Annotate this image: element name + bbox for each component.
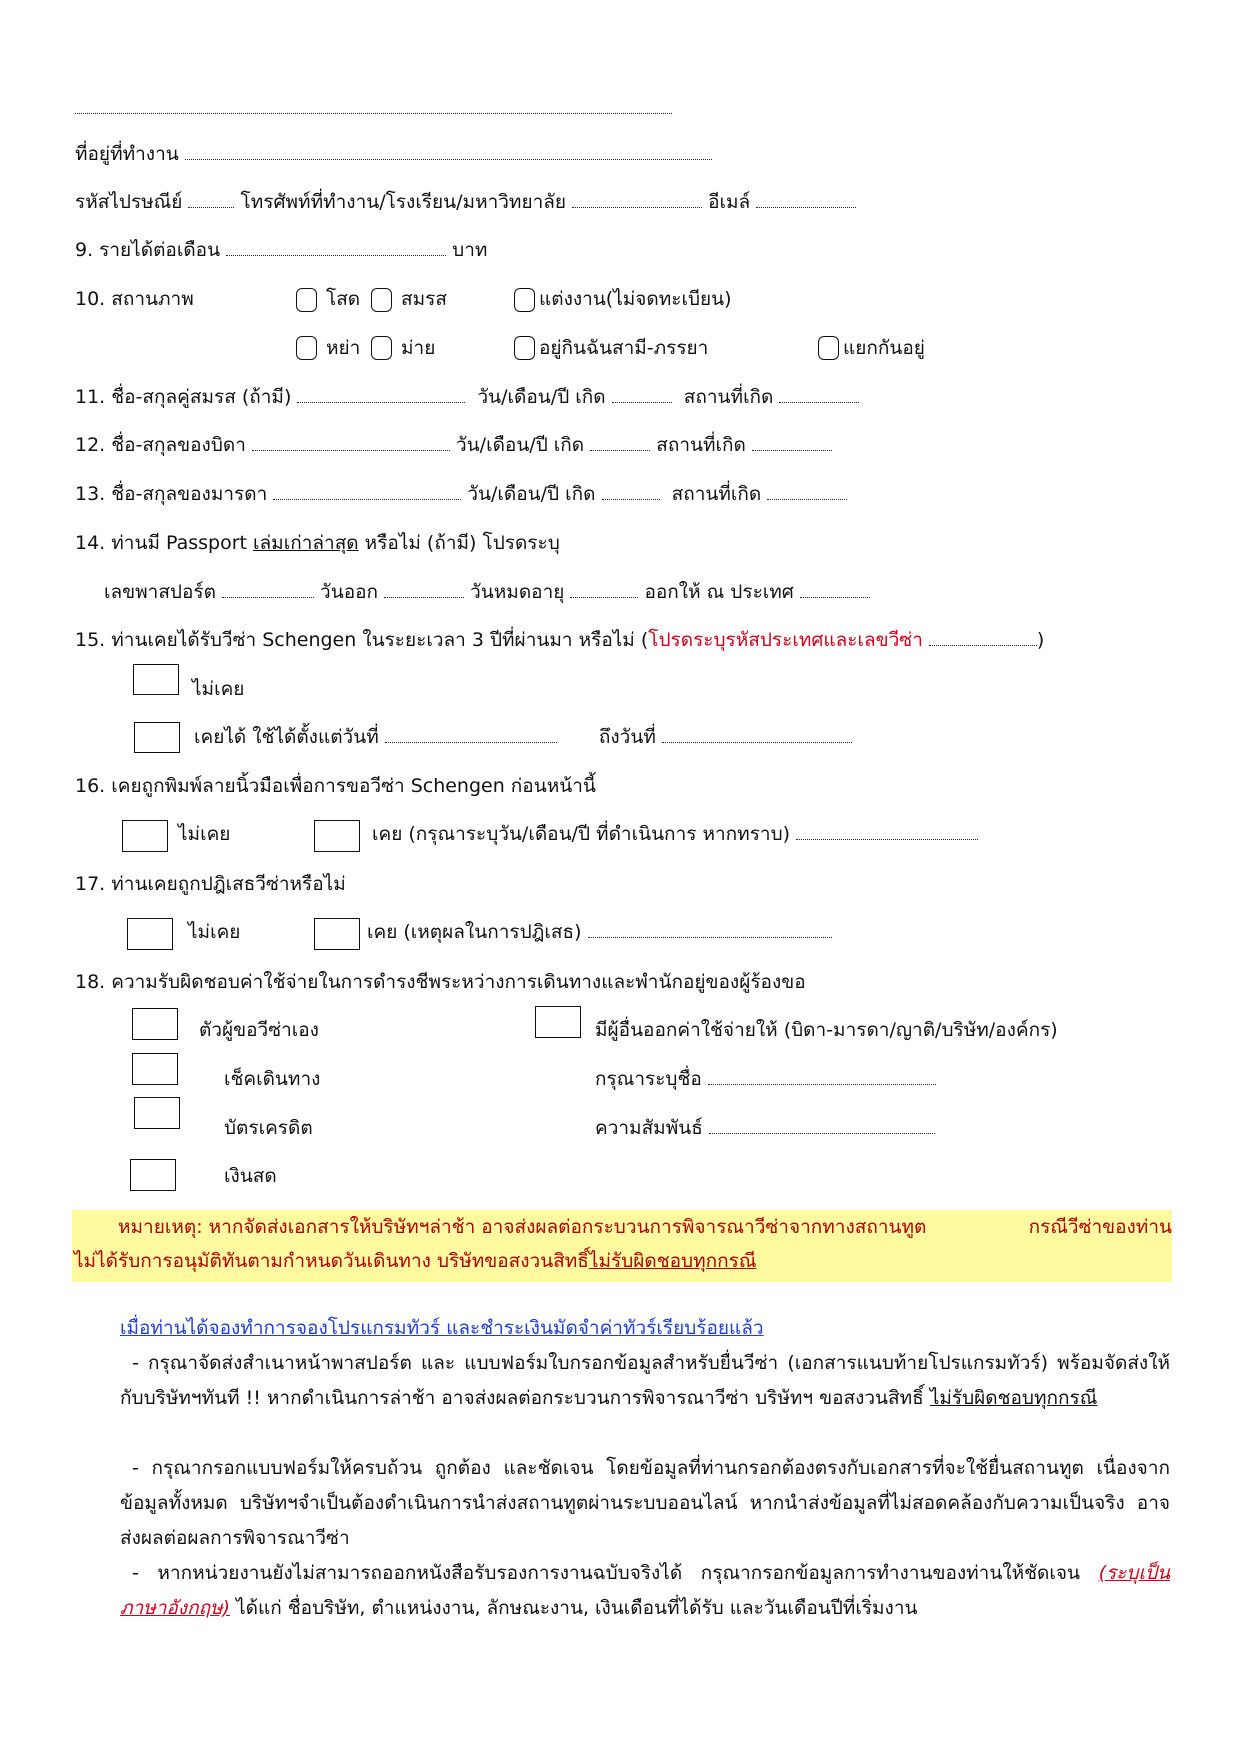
email-label: อีเมล์ xyxy=(708,191,751,213)
q16-never-label: ไม่เคย xyxy=(178,823,231,845)
work-address-label: ที่อยู่ที่ทำงาน xyxy=(75,143,179,165)
instruction-p1 xyxy=(120,1346,1170,1416)
mother-pob-field[interactable] xyxy=(767,485,847,500)
q14-label-end: หรือไม่ (ถ้ามี) โปรดระบุ xyxy=(364,532,560,554)
q18-cash-label: เงินสด xyxy=(224,1165,277,1187)
instructions-heading[interactable]: เมื่อท่านได้จองทำการจองโปรแกรมทัวร์ และชำระเงินมัดจำค่าทัวร์เรียบร้อยแล้ว xyxy=(120,1317,764,1339)
status-divorced-label: หย่า xyxy=(326,337,361,359)
passport-issue-field[interactable] xyxy=(384,583,464,598)
status-single-checkbox[interactable] xyxy=(296,288,317,312)
q18-card-label: บัตรเครดิต xyxy=(224,1117,313,1139)
q10-label: 10. สถานภาพ xyxy=(75,288,194,310)
q17-label: 17. ท่านเคยถูกปฎิเสธวีซ่าหรือไม่ xyxy=(75,873,346,895)
q15-from-field[interactable] xyxy=(385,728,557,743)
q15-close: ) xyxy=(1036,629,1045,651)
q17-never-checkbox[interactable] xyxy=(127,918,173,950)
q13-row xyxy=(75,482,847,506)
work-phone-label: โทรศัพท์ที่ทำงาน/โรงเรียน/มหาวิทยาลัย xyxy=(240,191,567,213)
instruction-p1-underlined: ไม่รับผิดชอบทุกกรณี xyxy=(929,1387,1098,1409)
q13-dob-label: วัน/เดือน/ปี เกิด xyxy=(467,483,596,505)
status-married-label: สมรส xyxy=(401,288,447,310)
q15-yes-row xyxy=(194,725,852,749)
q18-label: 18. ความรับผิดชอบค่าใช้จ่ายในการดำรงชีพระหว่างการเดินทางและพำนักอยู่ของผู้ร้องขอ xyxy=(75,971,806,993)
instruction-p3-end: ได้แก่ ชื่อบริษัท, ตำแหน่งงาน, ลักษณะงาน, เงินเดือนที่ได้รับ และวันเดือนปีที่เริ่มงาน xyxy=(236,1597,918,1619)
q15-yes-label: เคยได้ ใช้ได้ตั้งแต่วันที่ xyxy=(194,726,379,748)
q18-self-label: ตัวผู้ขอวีซ่าเอง xyxy=(199,1019,319,1041)
passport-expire-label: วันหมดอายุ xyxy=(470,581,565,603)
father-pob-field[interactable] xyxy=(752,436,832,451)
work-phone-field[interactable] xyxy=(572,193,702,208)
status-divorced-checkbox[interactable] xyxy=(296,336,317,360)
q15-to-label: ถึงวันที่ xyxy=(598,726,656,748)
q17-yes-checkbox[interactable] xyxy=(314,918,360,950)
q17-reason-field[interactable] xyxy=(588,923,832,938)
q15-red-text: โปรดระบุรหัสประเทศและเลขวีซ่า xyxy=(648,629,923,651)
passport-no-field[interactable] xyxy=(222,583,314,598)
q11-row xyxy=(75,385,859,409)
q16-date-field[interactable] xyxy=(796,825,978,840)
q18-other-checkbox[interactable] xyxy=(535,1006,581,1038)
q18-other-label: มีผู้อื่นออกค่าใช้จ่ายให้ (บิดา-มารดา/ญาติ/บริษัท/องค์กร) xyxy=(595,1019,1058,1041)
passport-expire-field[interactable] xyxy=(570,583,638,598)
q16-label: 16. เคยถูกพิมพ์ลายนิ้วมือเพื่อการขอวีซ่า Schengen ก่อนหน้านี้ xyxy=(75,775,596,797)
q17-never-label: ไม่เคย xyxy=(188,921,241,943)
q17-yes-row xyxy=(367,920,832,944)
q14-label: 14. ท่านมี Passport xyxy=(75,532,247,554)
mother-name-field[interactable] xyxy=(273,485,461,500)
postal-field[interactable] xyxy=(188,193,234,208)
note-text xyxy=(72,1210,1172,1278)
instruction-p2 xyxy=(120,1451,1170,1556)
q9-label: 9. รายได้ต่อเดือน xyxy=(75,239,221,261)
instruction-p2-text: - กรุณากรอกแบบฟอร์มให้ครบถ้วน ถูกต้อง และชัดเจน โดยข้อมูลที่ท่านกรอกต้องตรงกับเอกสารที่จะใช้ยื่นสถานทูต เนื่องจากข้อมูลทั้งหมด บริษัทฯจำเป็นต้องดำเนินการนำส่งสถานทูตผ่านระบบออนไลน์ หากนำส่งข้อมูลที่ไม่สอดคล้องกับความเป็นจริง อาจส่งผลต่อผลการพิจารณาวีซ่า xyxy=(120,1457,1170,1549)
income-field[interactable] xyxy=(226,241,446,256)
spouse-name-field[interactable] xyxy=(297,388,465,403)
q18-rel-row xyxy=(595,1116,935,1140)
instruction-p1-text: - กรุณาจัดส่งสำเนาหน้าพาสปอร์ต และ แบบฟอร์มใบกรอกข้อมูลสำหรับยื่นวีซ่า (เอกสารแนบท้ายโปรแกรมทัวร์) พร้อมจัดส่งให้กับบริษัทฯทันที !! หากดำเนินการล่าช้า อาจส่งผลต่อกระบวนการพิจารณาวีซ่า บริษัทฯ ขอสงวนสิทธิ์ xyxy=(120,1352,1170,1409)
passport-country-field[interactable] xyxy=(800,583,870,598)
spouse-dob-field[interactable] xyxy=(612,388,672,403)
q16-yes-row xyxy=(372,822,978,846)
note-line1: หมายเหตุ: หากจัดส่งเอกสารให้บริษัทฯล่าช้า อาจส่งผลต่อกระบวนการพิจารณาวีซ่าจากทางสถานทูต xyxy=(118,1216,927,1238)
status-married-checkbox[interactable] xyxy=(371,288,392,312)
q12-dob-label: วัน/เดือน/ปี เกิด xyxy=(456,434,585,456)
q18-self-checkbox[interactable] xyxy=(132,1008,178,1040)
email-field[interactable] xyxy=(756,193,856,208)
status-cohabit-checkbox[interactable] xyxy=(514,336,535,360)
q18-card-checkbox[interactable] xyxy=(134,1097,180,1129)
status-unregistered-label: แต่งงาน(ไม่จดทะเบียน) xyxy=(539,288,732,310)
q18-rel-field[interactable] xyxy=(709,1119,935,1134)
q15-never-label: ไม่เคย xyxy=(192,678,245,700)
q16-yes-label: เคย (กรุณาระบุวัน/เดือน/ปี ที่ดำเนินการ หากทราบ) xyxy=(372,823,791,845)
q12-label: 12. ชื่อ-สกุลของบิดา xyxy=(75,434,246,456)
father-name-field[interactable] xyxy=(252,436,450,451)
q15-label: 15. ท่านเคยได้รับวีซ่า Schengen ในระยะเวลา 3 ปีที่ผ่านมา หรือไม่ ( xyxy=(75,629,649,651)
q15-visa-field[interactable] xyxy=(929,631,1037,646)
q18-rel-label: ความสัมพันธ์ xyxy=(595,1117,703,1139)
note-line2: ไม่ได้รับการอนุมัติทันตามกำหนดวันเดินทาง บริษัทขอสงวนสิทธิ์ xyxy=(74,1250,589,1272)
q13-label: 13. ชื่อ-สกุลของมารดา xyxy=(75,483,268,505)
work-address-field[interactable] xyxy=(185,145,712,160)
instruction-p3-text: - หากหน่วยงานยังไม่สามารถออกหนังสือรับรองการงานฉบับจริงได้ กรุณากรอกข้อมูลการทำงานของท่านให้ชัดเจน xyxy=(132,1562,1080,1584)
q18-cheque-checkbox[interactable] xyxy=(132,1053,178,1085)
status-cohabit-label: อยู่กินฉันสามี-ภรรยา xyxy=(539,337,709,359)
q18-name-field[interactable] xyxy=(708,1070,936,1085)
status-single-label: โสด xyxy=(326,288,361,310)
q13-pob-label: สถานที่เกิด xyxy=(671,483,762,505)
status-unregistered-checkbox[interactable] xyxy=(514,288,535,312)
q14-underlined: เล่มเก่าล่าสุด xyxy=(253,532,359,554)
status-widowed-label: ม่าย xyxy=(401,337,436,359)
status-separated-label: แยกกันอยู่ xyxy=(843,337,925,359)
q12-row xyxy=(75,433,832,457)
q18-cash-checkbox[interactable] xyxy=(130,1159,176,1191)
q11-dob-label: วัน/เดือน/ปี เกิด xyxy=(477,386,606,408)
q15-never-checkbox[interactable] xyxy=(133,664,179,695)
note-line2-underlined: ไม่รับผิดชอบทุกกรณี xyxy=(588,1250,757,1272)
contact-row xyxy=(75,190,856,214)
postal-label: รหัสไปรษณีย์ xyxy=(75,191,183,213)
q14-row xyxy=(75,531,560,555)
note-line1-end: กรณีวีซ่าของท่าน xyxy=(1028,1216,1172,1238)
passport-row xyxy=(104,580,870,604)
q16-yes-checkbox[interactable] xyxy=(314,820,360,852)
q9-row xyxy=(75,238,487,262)
q16-never-checkbox[interactable] xyxy=(122,820,168,852)
note-box xyxy=(72,1210,1172,1282)
q15-yes-checkbox[interactable] xyxy=(134,722,180,753)
q11-label: 11. ชื่อ-สกุลคู่สมรส (ถ้ามี) xyxy=(75,386,292,408)
work-address-row xyxy=(75,142,712,166)
q11-pob-label: สถานที่เกิด xyxy=(683,386,774,408)
father-dob-field[interactable] xyxy=(590,436,650,451)
instruction-p3-red: (ระบุเป็นภาษาอังกฤษ) xyxy=(120,1562,1170,1619)
q18-name-row xyxy=(595,1067,936,1091)
passport-issue-label: วันออก xyxy=(320,581,379,603)
q9-unit: บาท xyxy=(452,239,488,261)
passport-country-label: ออกให้ ณ ประเทศ xyxy=(644,581,794,603)
mother-dob-field[interactable] xyxy=(602,485,660,500)
status-widowed-checkbox[interactable] xyxy=(371,336,392,360)
passport-no-label: เลขพาสปอร์ต xyxy=(104,581,216,603)
q18-name-label: กรุณาระบุชื่อ xyxy=(595,1068,702,1090)
address-continuation[interactable] xyxy=(75,96,672,120)
q17-yes-label: เคย (เหตุผลในการปฎิเสธ) xyxy=(367,921,582,943)
instruction-p3 xyxy=(120,1556,1170,1626)
q15-row xyxy=(75,628,1044,652)
q12-pob-label: สถานที่เกิด xyxy=(656,434,746,456)
q18-cheque-label: เช็คเดินทาง xyxy=(224,1068,321,1090)
q15-to-field[interactable] xyxy=(662,728,852,743)
status-separated-checkbox[interactable] xyxy=(818,336,839,360)
spouse-pob-field[interactable] xyxy=(779,388,859,403)
